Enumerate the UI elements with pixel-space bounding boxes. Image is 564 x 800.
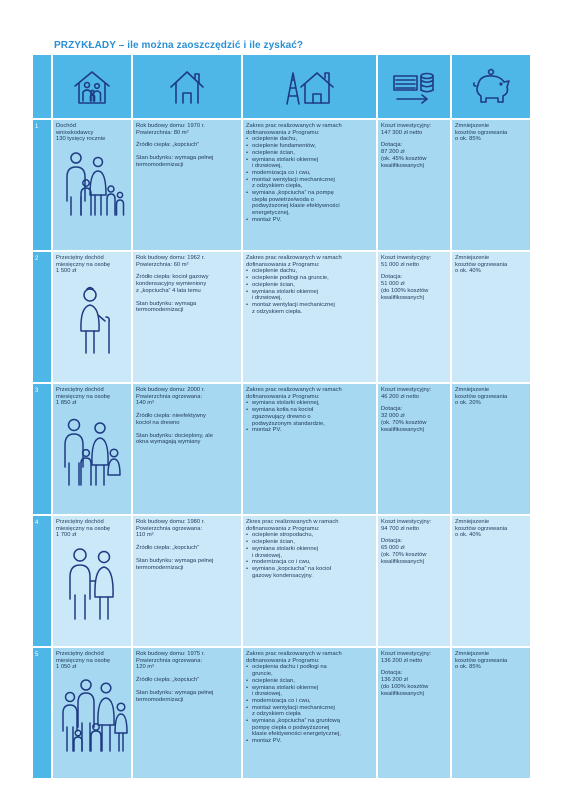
income-cell bbox=[51, 648, 131, 778]
scope-list bbox=[246, 400, 373, 434]
cost-cell bbox=[376, 252, 450, 382]
grant-amount: Dotacja: 65 000 zł (ok. 70% kosztów kwalifikowanych) bbox=[381, 538, 427, 565]
cost-cell bbox=[376, 120, 450, 250]
building-info: Rok budowy domu: 2000 r. Powierzchnia ogrzewana: 140 m² bbox=[136, 387, 205, 407]
income-text: Przeciętny dochód miesięczny na osobę 1 500 zł bbox=[56, 255, 111, 275]
cost-cell bbox=[376, 384, 450, 514]
list-item: • ocieplenie ścian, bbox=[246, 150, 373, 157]
income-text: Przeciętny dochód miesięczny na osobę 1 050 zł bbox=[56, 651, 111, 671]
income-cell bbox=[51, 516, 131, 646]
list-item: • montaż wentylacji mechanicznej z odzyskiem ciepła, bbox=[246, 177, 373, 190]
list-item: • wymiana stolarki okiennej i drzwiowej, bbox=[246, 546, 373, 559]
scope-cell bbox=[241, 384, 376, 514]
large-family-icon bbox=[56, 677, 130, 753]
heat-source: Źródło ciepła: „kopciuch” bbox=[136, 545, 200, 552]
savings-text: Zmniejszenie kosztów ogrzewania o ok. 20% bbox=[455, 387, 508, 407]
header-income-cell bbox=[51, 55, 131, 118]
header-number-cell bbox=[33, 55, 51, 118]
grant-amount: Dotacja: 32 000 zł (ok. 70% kosztów kwalifikowanych) bbox=[381, 406, 427, 433]
building-cell bbox=[131, 648, 241, 778]
couple-icon bbox=[60, 545, 124, 621]
building-state: Stan budynku: wymaga pełnej termomodernizacji bbox=[136, 155, 214, 168]
list-item: • montaż PV. bbox=[246, 217, 373, 224]
grant-amount: Dotacja: 51 000 zł (do 100% kosztów kwalifikowanych) bbox=[381, 274, 429, 301]
examples-table bbox=[33, 55, 530, 778]
list-item: • ocieplenie podłogi na gruncie, bbox=[246, 275, 373, 282]
income-cell bbox=[51, 252, 131, 382]
investment-cost: Koszt inwestycyjny: 136 200 zł netto bbox=[381, 651, 432, 664]
building-state: Stan budynku: wymaga pełnej termomodernizacji bbox=[136, 557, 214, 571]
list-item: • montaż wentylacji mechanicznej z odzyskiem ciepła. bbox=[246, 302, 373, 315]
header-cost-cell bbox=[376, 55, 450, 118]
heat-source: Źródło ciepła: kocioł gazowy kondensacyjny wymieniony z „kopciucha” 4 lata temu bbox=[136, 274, 209, 294]
investment-cost: Koszt inwestycyjny: 94 700 zł netto bbox=[381, 519, 432, 532]
investment-cost: Koszt inwestycyjny: 147 300 zł netto bbox=[381, 123, 432, 136]
building-info: Rok budowy domu: 1970 r. Powierzchnia: 80 m² bbox=[136, 123, 205, 136]
scope-intro: Zakres prac realizowanych w ramach dofinansowania z Programu: bbox=[246, 387, 342, 400]
list-item: • montaż wentylacji mechanicznej z odzyskiem ciepła bbox=[246, 705, 373, 718]
header-building-cell bbox=[131, 55, 241, 118]
scope-list bbox=[246, 136, 373, 223]
grant-amount: Dotacja: 87 200 zł (ok. 45% kosztów kwalifikowanych) bbox=[381, 142, 427, 169]
heat-source: Źródło ciepła: „kopciuch” bbox=[136, 142, 200, 149]
list-item: • montaż PV. bbox=[246, 427, 373, 434]
elderly-woman-cane-icon bbox=[68, 285, 118, 355]
investment-cost: Koszt inwestycyjny: 51 000 zł netto bbox=[381, 255, 432, 268]
header-scope-cell bbox=[241, 55, 376, 118]
scope-cell bbox=[241, 516, 376, 646]
list-item: • ocieplenie stropodachu, bbox=[246, 532, 373, 539]
page-title: PRZYKŁADY – ile można zaoszczędzić i ile zyskać? bbox=[54, 40, 304, 51]
scope-intro: Zakres prac realizowanych w ramach dofinansowania z Programu: bbox=[246, 255, 342, 268]
scope-list bbox=[246, 268, 373, 315]
savings-text: Zmniejszenie kosztów ogrzewania o ok. 40% bbox=[455, 519, 508, 539]
scope-intro: Zakres prac realizowanych w ramach dofinansowania z Programu: bbox=[246, 123, 342, 136]
heat-source: Źródło ciepła: „kopciuch” bbox=[136, 677, 200, 684]
row-number: 2 bbox=[33, 252, 51, 382]
cost-cell bbox=[376, 516, 450, 646]
table-row bbox=[33, 384, 530, 514]
cost-cell bbox=[376, 648, 450, 778]
table-row bbox=[33, 120, 530, 250]
row-number: 3 bbox=[33, 384, 51, 514]
savings-text: Zmniejszenie kosztów ogrzewania o ok. 85% bbox=[455, 123, 508, 143]
building-info: Rok budowy domu: 1962 r. Powierzchnia: 60 m² bbox=[136, 255, 205, 268]
row-number: 1 bbox=[33, 120, 51, 250]
savings-cell bbox=[450, 516, 530, 646]
family-house-icon bbox=[72, 68, 112, 106]
scope-intro: Zakres prac realizowanych w ramach dofinansowania z Programu: bbox=[246, 651, 342, 664]
list-item: • montaż PV. bbox=[246, 738, 373, 745]
savings-cell bbox=[450, 252, 530, 382]
list-item: • wymiana stolarki okiennej i drzwiowej, bbox=[246, 157, 373, 170]
building-cell bbox=[131, 120, 241, 250]
grant-amount: Dotacja: 136 200 zł (do 100% kosztów kwalifikowanych) bbox=[381, 670, 429, 697]
scope-list bbox=[246, 532, 373, 579]
income-text: Dochód wnioskodawcy 130 tysięcy rocznie bbox=[56, 123, 106, 143]
investment-cost: Koszt inwestycyjny: 46 200 zł netto bbox=[381, 387, 432, 400]
table-header bbox=[33, 55, 530, 118]
building-info: Rok budowy domu: 1980 r. Powierzchnia ogrzewana: 110 m² bbox=[136, 519, 205, 539]
renovation-ladder-house-icon bbox=[281, 68, 339, 106]
scope-intro: Zkres prac realizowanych w ramach dofinansowania z Programu: bbox=[246, 519, 339, 532]
savings-cell bbox=[450, 648, 530, 778]
heat-source: Źródło ciepła: nieefektywny kocioł na drewno bbox=[136, 413, 206, 426]
table-row bbox=[33, 648, 530, 778]
house-icon bbox=[167, 68, 207, 106]
list-item: • wymiana stolarki okiennej, bbox=[246, 400, 373, 407]
list-item: • wymiana stolarki okiennej i drzwiowej, bbox=[246, 685, 373, 698]
list-item: • ocieplenie dachu, bbox=[246, 136, 373, 143]
list-item: • wymiana stolarki okiennej i drzwiowej, bbox=[246, 289, 373, 302]
list-item: • ocieplenie ścian, bbox=[246, 282, 373, 289]
building-state: Stan budynku: wymaga termomodernizacji bbox=[136, 300, 197, 314]
list-item: • modernizacja co i cwu, bbox=[246, 698, 373, 705]
building-info: Rok budowy domu: 1975 r. Powierzchnia ogrzewana: 120 m² bbox=[136, 651, 205, 671]
header-savings-cell bbox=[450, 55, 530, 118]
building-cell bbox=[131, 384, 241, 514]
list-item: • modernizacja co i cwu, bbox=[246, 170, 373, 177]
list-item: • ocieplenie fundamentów, bbox=[246, 143, 373, 150]
row-number: 4 bbox=[33, 516, 51, 646]
table-row bbox=[33, 516, 530, 646]
building-state: Stan budynku: docieplony, ale okna wymagają wymiany bbox=[136, 432, 213, 446]
income-cell bbox=[51, 384, 131, 514]
list-item: • wymiana „kopciucha” na kocioł gazowy kondensacyjny. bbox=[246, 566, 373, 579]
money-coins-transfer-icon bbox=[391, 68, 437, 106]
income-cell bbox=[51, 120, 131, 250]
scope-cell bbox=[241, 252, 376, 382]
building-cell bbox=[131, 252, 241, 382]
income-text: Przeciętny dochód miesięczny na osobę 1 850 zł bbox=[56, 387, 111, 407]
row-number: 5 bbox=[33, 648, 51, 778]
savings-text: Zmniejszenie kosztów ogrzewania o ok. 40% bbox=[455, 255, 508, 275]
list-item: • ocieplenia dachu i podłogi na gruncie, bbox=[246, 664, 373, 677]
building-state: Stan budynku: wymaga pełnej termomodernizacji bbox=[136, 689, 214, 703]
list-item: • wymiana „kopciucha” na pompę ciepła powietrze/woda o podwyższonej klasie efektywności energetycznej, bbox=[246, 190, 373, 217]
savings-cell bbox=[450, 120, 530, 250]
list-item: • modernizacja co i cwu, bbox=[246, 559, 373, 566]
building-cell bbox=[131, 516, 241, 646]
family-of-five-icon bbox=[56, 149, 128, 217]
scope-cell bbox=[241, 648, 376, 778]
list-item: • wymiana kotła na kocioł zgazowujący drewno o podwyższonym standardzie, bbox=[246, 407, 373, 427]
piggy-bank-icon bbox=[469, 68, 513, 106]
income-text: Przeciętny dochód miesięczny na osobę 1 700 zł bbox=[56, 519, 111, 539]
savings-cell bbox=[450, 384, 530, 514]
scope-list bbox=[246, 664, 373, 744]
table-row bbox=[33, 252, 530, 382]
list-item: • ocieplenie dachu, bbox=[246, 268, 373, 275]
list-item: • ocieplenie ścian, bbox=[246, 539, 373, 546]
savings-text: Zmniejszenie kosztów ogrzewania o ok. 85% bbox=[455, 651, 508, 671]
scope-cell bbox=[241, 120, 376, 250]
list-item: • ocieplenie ścian, bbox=[246, 678, 373, 685]
family-of-three-icon bbox=[56, 415, 128, 487]
list-item: • wymiana „kopciucha” na gruntową pompę ciepła o podwyższonej klasie efektywności energetycznej, bbox=[246, 718, 373, 738]
